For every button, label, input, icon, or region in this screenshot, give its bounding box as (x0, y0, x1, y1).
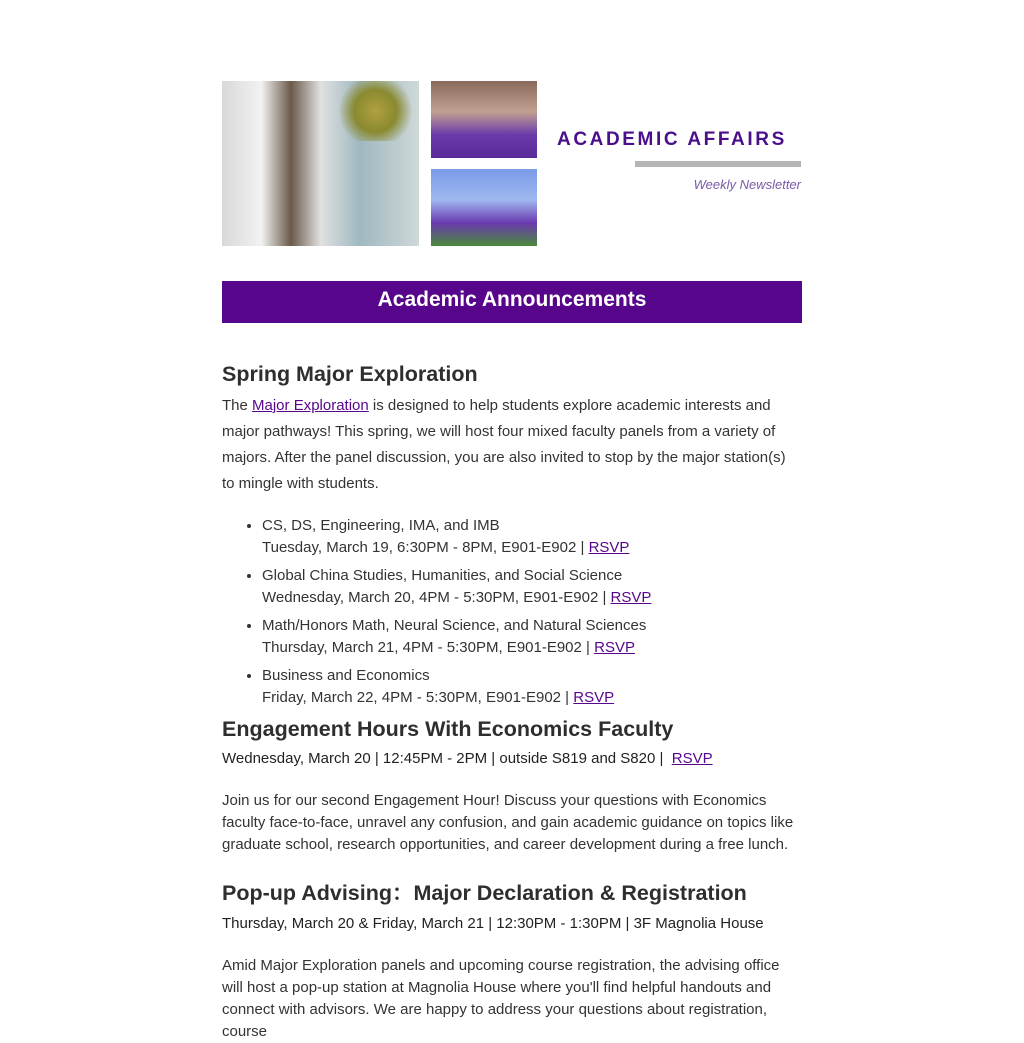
event-meta: Thursday, March 20 & Friday, March 21 | 12:30PM - 1:30PM | 3F Magnolia House (222, 915, 764, 932)
section-title: Engagement Hours With Economics Faculty (222, 717, 674, 741)
banner (222, 81, 802, 246)
panel-time: Friday, March 22, 4PM - 5:30PM, E901-E902 | (262, 689, 574, 706)
text: The (222, 397, 253, 414)
panel-name: CS, DS, Engineering, IMA, and IMB (262, 517, 500, 534)
major-exploration-link[interactable]: Major Exploration (252, 397, 369, 414)
divider (635, 161, 801, 167)
panel-time: Wednesday, March 20, 4PM - 5:30PM, E901-E902 | (262, 589, 611, 606)
panel-name: Math/Honors Math, Neural Science, and Natural Sciences (262, 617, 647, 634)
brand-title: ACADEMIC AFFAIRS (557, 129, 787, 150)
rsvp-link[interactable]: RSVP (594, 639, 635, 656)
panel-name: Business and Economics (262, 667, 430, 684)
list-item (262, 665, 802, 709)
panel-list (222, 515, 802, 709)
building-photo (222, 81, 419, 246)
text: is designed to help students explore academic interests and major pathways! This spring, we will host four mixed faculty panels from a variety of majors. After the panel discussion, you are also invited to stop by the major station(s) to mingle with students. (222, 397, 786, 492)
graduation-photo (431, 169, 537, 246)
paragraph: Join us for our second Engagement Hour! Discuss your questions with Economics faculty face-to-face, unravel any confusion, and gain academic guidance on topics like graduate school, research opportunities, and career development during a free lunch. (222, 792, 794, 853)
section-title: Spring Major Exploration (222, 362, 478, 386)
content (222, 362, 802, 1043)
panel-name: Global China Studies, Humanities, and Social Science (262, 567, 623, 584)
rsvp-link[interactable]: RSVP (671, 750, 713, 767)
section-title: Pop-up Advising：Major Declaration & Registration (222, 881, 747, 905)
paragraph: Amid Major Exploration panels and upcoming course registration, the advising office will host a pop-up station at Magnolia House where you'll find helpful handouts and connect with advisors. We are happy to address your questions about registration, course (222, 957, 780, 1040)
panel-time: Tuesday, March 19, 6:30PM - 8PM, E901-E902 | (262, 539, 589, 556)
text: Wednesday, March 20 | 12:45PM - 2PM | outside S819 and S820 | (222, 750, 672, 767)
rsvp-link[interactable]: RSVP (588, 539, 630, 556)
section-header: Academic Announcements (222, 281, 802, 323)
list-item (262, 565, 802, 609)
brand-subtitle: Weekly Newsletter (693, 177, 801, 192)
list-item (262, 515, 802, 559)
panel-time: Thursday, March 21, 4PM - 5:30PM, E901-E902 | (262, 639, 595, 656)
event-meta (222, 748, 802, 770)
rsvp-link[interactable]: RSVP (610, 589, 652, 606)
rsvp-link[interactable]: RSVP (573, 689, 615, 706)
list-item (262, 615, 802, 659)
paragraph (222, 393, 802, 497)
students-photo (431, 81, 537, 158)
